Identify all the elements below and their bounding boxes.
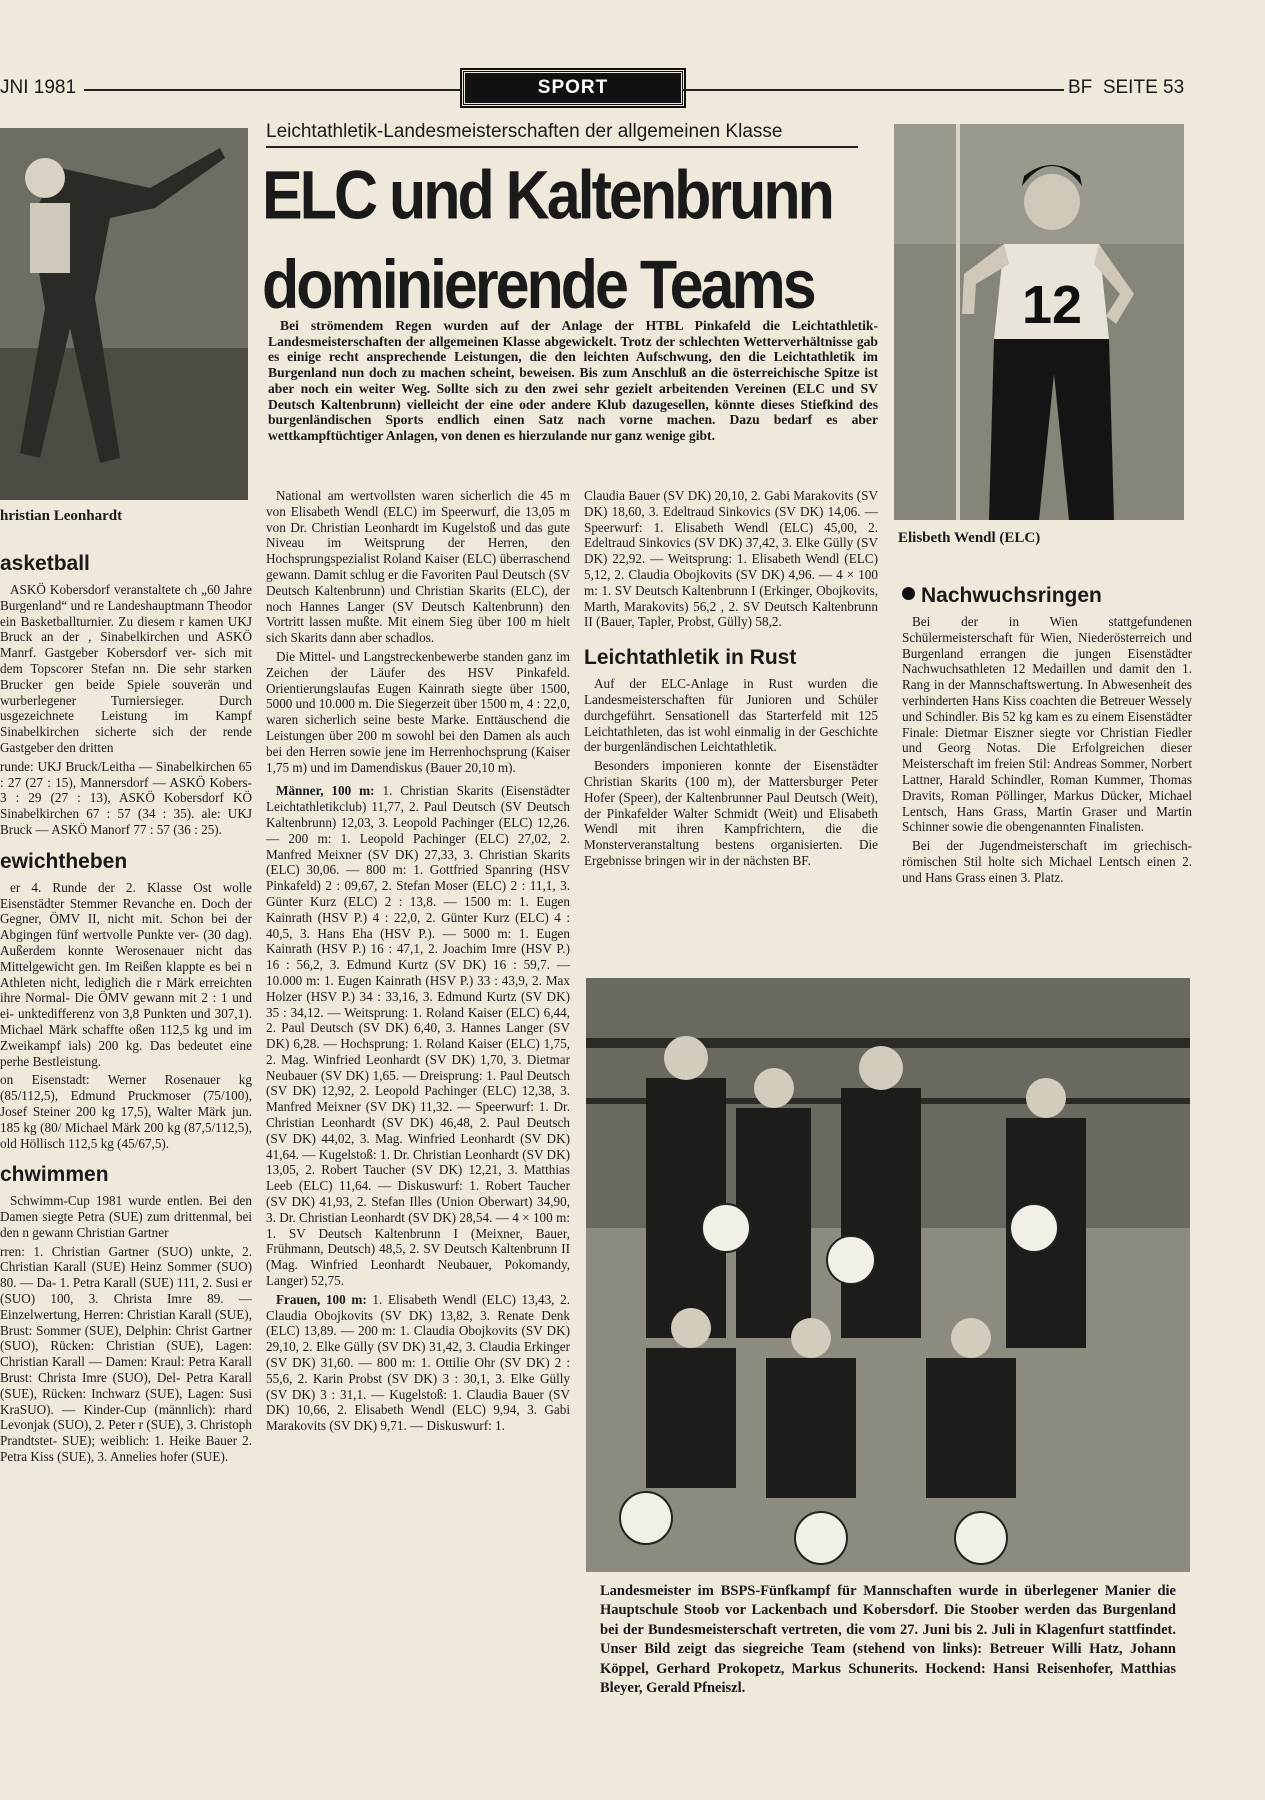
- intro-text: Bei strömendem Regen wurden auf der Anlage der HTBL Pinkafeld die Leichtathletik-Landesmeisterschaften der allgemeinen Klasse abgewickelt. Trotz der schlechten Wetterverhältnisse gab es einige recht ansprechende Leistungen, die den leichten Aufschwung, den die Leichtathletik im Burgenland nun doch zu machen scheint, beweisen. Bis zum Anschluß an die österreichische Spitze ist aber noch ein weiter Weg. Sollte sich zu den zwei sehr gezielt arbeitenden Vereinen (ELC und SV Deutsch Kaltenbrunn) vielleicht der eine oder andere Klub dazugesellen, könnte dieses Stiefkind des burgenländischen Sports endlich einen Satz nach vorne machen. Dazu bedarf es aber wettkampftüchtiger Anlagen, von denen es hierzulande nur ganz wenige gibt.: [268, 318, 878, 443]
- col2-results: Claudia Bauer (SV DK) 20,10, 2. Gabi Marakovits (SV DK) 18,60, 3. Edeltraud Sinkovics (SV DK) 14,06. — Speerwurf: 1. Elisabeth Wendl (ELC) 45,00, 2. Edeltraud Sinkovics (SV DK) 37,42, 3. Elke Gülly (SV DK) 22,92. — Weitsprung: 1. Elisabeth Wendl (ELC) 5,12, 2. Claudia Obojkovits (SV DK) 4,96. — 4 × 100 m: 1. SV Deutsch Kaltenbrunn I (Erkinger, Obojkovits, Marth, Marakovits) 56,2 , 2. SV Deutsch Kaltenbrunn II (Bauer, Tapler, Probst, Gülly) 58,2.: [584, 488, 878, 630]
- article-column-1: [266, 488, 570, 1437]
- issue-date: JNI 1981: [0, 77, 77, 98]
- nachwuchs-heading-row: [902, 584, 1192, 608]
- nachwuchs-column: [902, 576, 1192, 889]
- rust-paragraph-1: Auf der ELC-Anlage in Rust wurden die Landesmeisterschaften für Junioren und Schüler durchgeführt. Sensationell das Starterfeld mit 125 Leichtathleten, das ist wohl einmalig in der Geschichte der burgenländischen Leichtathletik.: [584, 676, 878, 755]
- article-intro: [268, 318, 878, 447]
- headline-line-1: ELC und Kaltenbrunn: [262, 156, 832, 233]
- bib-number: 12: [1022, 275, 1083, 335]
- col1-paragraph-2: Die Mittel- und Langstreckenbewerbe standen ganz im Zeichen der Läufer des HSV Pinkafeld. Orientierungslaufas Eugen Kainrath siegte über 1500, 5000 und 10.000 m. Die Siegerzeit über 1500 m, 4 : 22,0, waren sicherlich seine beste Marke. Enttäuschend die Leistungen über 200 m sowohl bei den Damen als auch bei den Herren sowie jene im Herrenhochsprung (Kaiser 1,75 m) und im Damendiskus (Bauer 20,10 m).: [266, 648, 571, 775]
- nachwuchs-paragraph-2: Bei der Jugendmeisterschaft im griechisch-römischen Stil holte sich Michael Lentsch einen 2. und Hans Grass einen 3. Platz.: [902, 838, 1192, 885]
- nachwuchs-heading: Nachwuchsringen: [921, 584, 1102, 607]
- photo-wendl: [894, 124, 1184, 520]
- caption-leonhardt: hristian Leonhardt: [0, 508, 123, 524]
- header-rule-left: [84, 89, 462, 91]
- headline-line-2: dominierende Teams: [262, 246, 814, 323]
- section-label: SPORT: [462, 70, 684, 106]
- nachwuchs-paragraph-1: Bei der in Wien stattgefundenen Schülermeisterschaft für Wien, Niederösterreich und Burgenland errangen die jungen Eisenstädter Nachwuchsathleten 12 Medaillen und damit den 1. Rang in der Mannschaftswertung. In Abwesenheit des verhinderten Hans Kiss coachten die Betreuer Wessely und Schindler. Bis 52 kg kam es zu einem Eisenstädter Finale: Dietmar Eiszner siegte vor Christian Fiedler und Georg Notas. Die Erfolgreichen dieser Meisterschaft im freien Stil: Andreas Sommer, Norbert Lattner, Harald Schindler, Roman Kummer, Thomas Dravits, Roman Pöllinger, Markus Dücker, Michael Lentsch, Hans Grass, Martin Graser und Martin Schinner sowie die obengenannten Finalisten.: [902, 614, 1192, 835]
- women-results-text: 1. Elisabeth Wendl (ELC) 13,43, 2. Claudia Obojkovits (SV DK) 13,82, 3. Renate Denk (ELC) 13,89. — 200 m: 1. Claudia Obojkovits (SV DK) 29,10, 2. Elke Gülly (SV DK) 31,42, 3. Claudia Erkinger (SV DK) 31,60. — 800 m: 1. Ottilie Ohr (SV DK) 2 : 55,6, 2. Karin Probst (SV DK) 3 : 30,1, 3. Elke Gülly (SV DK) 3 : 31,1. — Kugelstoß: 1. Claudia Bauer (SV DK) 10,66, 2. Elisabeth Wendl (ELC) 9,94, 3. Gabi Marakovits (SV DK) 9,71. — Diskuswurf: 1.: [266, 1291, 571, 1434]
- header-bar: [0, 62, 1265, 98]
- men-results-text: 1. Christian Skarits (Eisenstädter Leichtathletikclub) 11,77, 2. Paul Deutsch (SV Deutsch Kaltenbrunn) 12,03, 3. Leopold Pachinger (ELC) 12,26. — 200 m: 1. Leopold Pachinger (ELC) 27,02, 2. Manfred Meixner (SV DK) 27,33, 3. Christian Skarits (ELC) 30,06. — 800 m: 1. Gottfried Spanring (HSV Pinkafeld) 2 : 09,67, 2. Stefan Moser (ELC) 2 : 11,1, 3. Günter Kurz (ELC) 2 : 13,8. — 1500 m: 1. Eugen Kainrath (HSV P.) 4 : 22,0, 2. Günter Kurz (ELC) 4 : 40,5, 3. Hans Eha (HSV P.). — 5000 m: 1. Eugen Kainrath (HSV P.) 16 : 47,1, 2. Joachim Imre (HSV P.) 16 : 56,2, 3. Edmund Kurtz (SV DK) 16 : 59,7. — 10.000 m: 1. Eugen Kainrath (HSV P.) 33 : 43,9, 2. Max Holzer (HSV P.) 34 : 33,16, 3. Edmund Kurtz (SV DK) 35 : 34,12. — Weitsprung: 1. Roland Kaiser (ELC) 6,44, 2. Paul Deutsch (SV DK) 6,40, 3. Hannes Langer (SV DK) 6,28. — Hochsprung: 1. Roland Kaiser (ELC) 1,75, 2. Mag. Winfried Leonhardt (SV DK) 1,70, 3. Dietmar Neubauer (SV DK) 1,65. — Dreisprung: 1. Paul Deutsch (SV DK) 12,92, 2. Leopold Pachinger (ELC) 12,38, 3. Manfred Meixner (SV DK) 11,32. — Speerwurf: 1. Dr. Christian Leonhardt (SV DK) 46,48, 2. Paul Deutsch (SV DK) 44,02, 3. Mag. Winfried Leonhardt (SV DK) 41,64. — Kugelstoß: 1. Dr. Christian Leonhardt (SV DK) 13,05, 2. Robert Taucher (SV DK) 12,21, 3. Matthias Leeb (ELC) 11,64. — Diskuswurf: 1. Robert Taucher (SV DK) 41,93, 2. Stefan Illes (Union Oberwart) 34,90, 3. Dr. Christian Leonhardt (SV DK) 28,54. — 4 × 100 m: 1. SV Deutsch Kaltenbrunn I (Meixner, Bauer, Frühmann, Deutsch) 48,5, 2. SV Deutsch Kaltenbrunn II (Mag. Winfried Leonhardt Neubauer, Pokomandy, Langer) 52,75.: [266, 783, 570, 1289]
- schwimmen-text: Schwimm-Cup 1981 wurde entlen. Bei den Damen siegte Petra (SUE) zum drittenmal, bei den n gewann Christian Gartner: [0, 1193, 252, 1240]
- kicker-rule: [266, 146, 858, 148]
- team-illustration: [586, 978, 1190, 1572]
- photo-leonhardt: [0, 128, 248, 500]
- photo-team: [586, 978, 1190, 1572]
- athlete-silhouette: [0, 128, 248, 500]
- bullet-icon: [902, 587, 915, 600]
- basketball-results: runde: UKJ Bruck/Leitha — Sinabelkirchen 65 : 27 (27 : 15), Mannersdorf — ASKÖ Kobers- 3 : 29 (27 : 13), ASKÖ Kobersdorf KÖ Sinabelkirchen 67 : 57 (34 : 35). ale: UKJ Bruck — ASKÖ Manorf 77 : 57 (36 : 25).: [0, 758, 252, 837]
- header-rule-right: [682, 89, 1064, 91]
- col1-paragraph-1: National am wertvollsten waren sicherlich die 45 m von Elisabeth Wendl (ELC) im Speerwurf, die 13,05 m von Dr. Christian Leonhardt im Kugelstoß und das gute Niveau im Weitsprung der Herren, den Hochsprungspezialist Roland Kaiser (ELC) überraschend gewann. Damit schlug er die Favoriten Paul Deutsch (SV Deutsch Kaltenbrunn) und Christian Skarits (ELC), der noch Hannes Langer (SV Deutsch Kaltenbrunn) den Vortritt lassen mußte. Mit einem Sieg über 100 m hielt sich Skarits dann aber schadlos.: [266, 488, 570, 646]
- men-100m-label: Männer, 100 m:: [276, 783, 375, 799]
- basketball-text: ASKÖ Kobersdorf veranstaltete ch „60 Jahre Burgenland“ und re Landeshauptmann Theodor ein Basketballturnier. Zu diesem r kamen UKJ Bruck an der , Sinabelkirchen und ASKÖ Manrf. Gastgeber Kobersdorf ver- sich mit dem Topscorer Stefan nn. Die sehr starken Brucker gen beide Spiele souverän und wurberlegener Turniersieger. Durch usgezeichnete Leistung im Kampf Sinabelkirchen sicherte sich der rende Gastgeber den dritten: [0, 582, 252, 755]
- article-column-2: [584, 488, 878, 872]
- gewicht-text: er 4. Runde der 2. Klasse Ost wolle Eisenstädter Stemmer Revanche en. Doch der Gegner, ÖMV II, nicht mit. Schon bei der Abgingen fünf wertvolle Punkte ver- (30 dag). Außerdem konnte Werosenauer nicht das Mittelgewicht gen. Im Reißen klappte es bei n Athleten nicht, lediglich die r Märk erreichten ihre Normal- Die ÖMV gewann mit 2 : 1 und ei- unktedifferenz von 3,8 Punkten und 307,1). Michael Märk schaffte oßen 112,5 kg und im Zweikampf ials) 200 kg. Das bedeutet eine perhe Bestleistung.: [0, 879, 252, 1069]
- article-kicker: Leichtathletik-Landesmeisterschaften der allgemeinen Klasse: [266, 121, 783, 142]
- headline: [262, 150, 872, 329]
- women-100m-label: Frauen, 100 m:: [276, 1291, 367, 1307]
- left-column: [0, 540, 252, 1468]
- basketball-heading: asketball: [0, 552, 90, 575]
- rust-heading: Leichtathletik in Rust: [584, 646, 797, 670]
- rust-paragraph-2: Besonders imponieren konnte der Eisenstädter Christian Skarits (100 m), der Mattersburger Peter Hofer (Speer), der Kaltenbrunner Paul Deutsch (Weit), der Pinkafelder Walter Schmidt (Weit) und Elisabeth Wendl mit ihren Kampfrichtern, die die Monsterveranstaltung bestens organisierten. Die Ergebnisse bringen wir in der nächsten BF.: [584, 758, 878, 868]
- team-caption: Landesmeister im BSPS-Fünfkampf für Mannschaften wurde in überlegener Manier die Hauptschule Stoob vor Lackenbach und Kobersdorf. Die Stoober werden das Burgenland bei der Bundesmeisterschaft vertreten, die vom 27. Juni bis 2. Juli in Klagenfurt stattfindet. Unser Bild zeigt das siegreiche Team (stehend von links): Betreuer Willi Hatz, Johann Köppel, Gerhard Prokopetz, Markus Schunerits. Hockend: Hansi Reisenhofer, Matthias Bleyer, Gerald Pfneiszl.: [600, 1583, 1176, 1697]
- gewicht-heading: ewichtheben: [0, 849, 128, 873]
- col1-women: [266, 1292, 570, 1434]
- schwimmen-results: rren: 1. Christian Gartner (SUO) unkte, 2. Christian Karall (SUE) Heinz Sommer (SUO) 80. — Da- 1. Petra Karall (SUE) 111, 2. Susi er (SUO) 100, 3. Christa Imre 89. — Einzelwertung, Herren: Christian Karall (SUE), Brust: Sommer (SUE), Delphin: Christ Gartner (SUO), Rücken: Christian (SUE), Lagen: Christian Karall — Damen: Kraul: Petra Karall Brust: Christa Imre (SUO), Del- Petra Karall (SUE), Rücken: Inchwarz (SUE), Lagen: Susi KraSUO). — Kinder-Cup (männlich): rhard Levonjak (SUO), 2. Peter r (SUE), 3. Christoph Prandtstet- SUE); weiblich: 1. Heike Bauer 2. Petra Kiss (SUE), 3. Annelies hofer (SUE).: [0, 1243, 252, 1465]
- col1-results: [266, 783, 570, 1289]
- page-number: BF SEITE 53: [1068, 77, 1185, 98]
- gewicht-results: on Eisenstadt: Werner Rosenauer kg (85/112,5), Edmund Pruckmoser (75/100), Josef Steiner 200 kg 17,5), Walter Märk jun. 185 kg (80/ Michael Märk 200 kg (87,5/112,5), old Höllisch 112,5 kg (45/67,5).: [0, 1072, 252, 1151]
- caption-wendl: Elisbeth Wendl (ELC): [898, 530, 1041, 546]
- schwimmen-heading: chwimmen: [0, 1163, 109, 1187]
